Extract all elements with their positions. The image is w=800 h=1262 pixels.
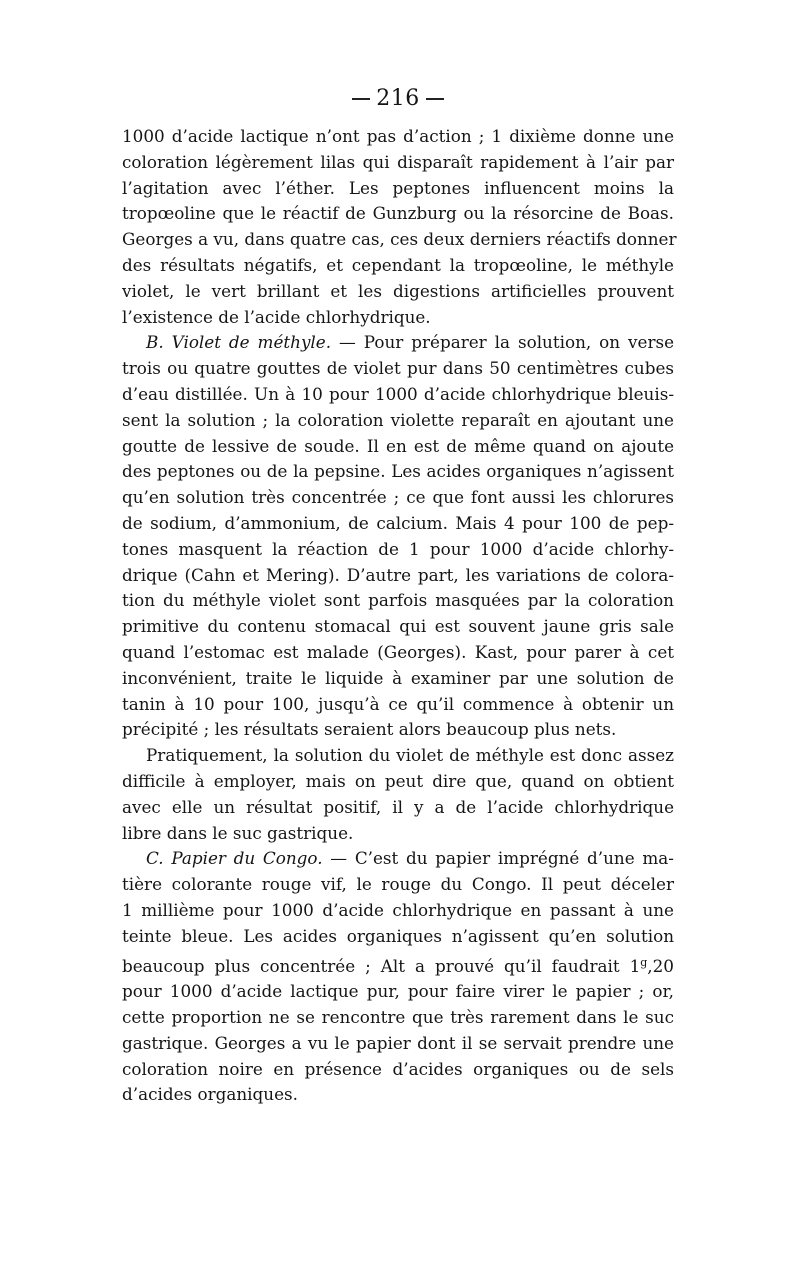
text-line: l’existence de l’acide chlorhydrique. [122,306,431,327]
text-line-part: beaucoup plus concentrée ; Alt a prouvé qu’il faudrait 1 [122,955,641,976]
section-heading-line [122,846,674,872]
text-line: libre dans le suc gastrique. [122,822,354,843]
paragraph-1 [122,124,677,330]
paragraph-violet-de-methyle [122,330,674,743]
text-line: des résultats négatifs, et cependant la tropœoline, le méthyle [122,254,674,275]
paragraph-pratiquement [122,743,674,846]
section-letter: B. [146,332,164,353]
section-title: Papier du Congo. [171,848,323,869]
paragraph-papier-du-congo [122,846,674,1108]
text-line-start: C’est du papier imprégné d’une ma- [354,848,674,869]
text-line: goutte de lessive de soude. Il en est de même quand on ajoute [122,435,674,456]
unit-value: ,20 [647,955,674,976]
text-line: quand l’estomac est malade (Georges). Kast, pour parer à cet [122,641,674,662]
text-line: teinte bleue. Les acides organiques n’agissent qu’en solution [122,925,674,946]
text-line: coloration noire en présence d’acides organiques ou de sels [122,1058,674,1079]
text-line: tanin à 10 pour 100, jusqu’à ce qu’il commence à obtenir un [122,693,674,714]
book-page [122,84,677,1108]
text-line: tropœoline que le réactif de Gunzburg ou la résorcine de Boas. [122,203,674,224]
text-line: précipité ; les résultats seraient alors beaucoup plus nets. [122,719,617,740]
text-line: Pratiquement, la solution du violet de méthyle est donc assez [146,745,674,766]
left-dash [352,98,370,100]
section-dash: — [331,332,364,353]
text-line: violet, le vert brillant et les digestions artificielles prouvent [122,280,674,301]
text-line: avec elle un résultat positif, il y a de l’acide chlorhydrique [122,796,674,817]
section-letter: C. [146,848,164,869]
right-dash [426,98,444,100]
text-line-with-unit [122,950,674,980]
text-line: d’eau distillée. Un à 10 pour 1000 d’acide chlorhydrique bleuis- [122,383,674,404]
text-line: tion du méthyle violet sont parfois masquées par la coloration [122,590,674,611]
text-line: tière colorante rouge vif, le rouge du Congo. Il peut déceler [122,874,674,895]
gram-superscript: g [640,955,648,969]
section-dash: — [322,848,355,869]
text-line: d’acides organiques. [122,1084,298,1105]
page-number: 216 [376,86,420,111]
text-line: drique (Cahn et Mering). D’autre part, les variations de colora- [122,564,674,585]
text-line: 1000 d’acide lactique n’ont pas d’action ; 1 dixième donne une [122,126,674,146]
section-title: Violet de méthyle. [171,332,332,353]
text-line: tones masquent la réaction de 1 pour 1000 d’acide chlorhy- [122,538,674,559]
text-line: inconvénient, traite le liquide à examiner par une solution de [122,667,674,688]
text-line: difficile à employer, mais on peut dire que, quand on obtient [122,770,674,791]
text-line-start: Pour préparer la solution, on verse [363,332,675,353]
text-line: 1 millième pour 1000 d’acide chlorhydrique en passant à une [122,899,674,920]
page-number-header [122,84,674,114]
text-line: qu’en solution très concentrée ; ce que font aussi les chlorures [122,487,674,508]
text-line: des peptones ou de la pepsine. Les acides organiques n’agissent [122,461,674,482]
text-line: l’agitation avec l’éther. Les peptones influencent moins la [122,177,674,198]
text-line: primitive du contenu stomacal qui est souvent jaune gris sale [122,616,674,637]
text-line: sent la solution ; la coloration violette reparaît en ajoutant une [122,409,674,430]
text-line: Georges a vu, dans quatre cas, ces deux derniers réactifs donner [122,229,677,250]
text-line: de sodium, d’ammonium, de calcium. Mais 4 pour 100 de pep- [122,512,674,533]
text-line: coloration légèrement lilas qui disparaît rapidement à l’air par [122,151,674,172]
text-line: gastrique. Georges a vu le papier dont il se servait prendre une [122,1032,674,1053]
section-heading-line [122,330,674,356]
text-line: cette proportion ne se rencontre que très rarement dans le suc [122,1007,674,1028]
text-line: pour 1000 d’acide lactique pur, pour faire virer le papier ; or, [122,981,674,1002]
text-line: trois ou quatre gouttes de violet pur dans 50 centimètres cubes [122,358,674,379]
